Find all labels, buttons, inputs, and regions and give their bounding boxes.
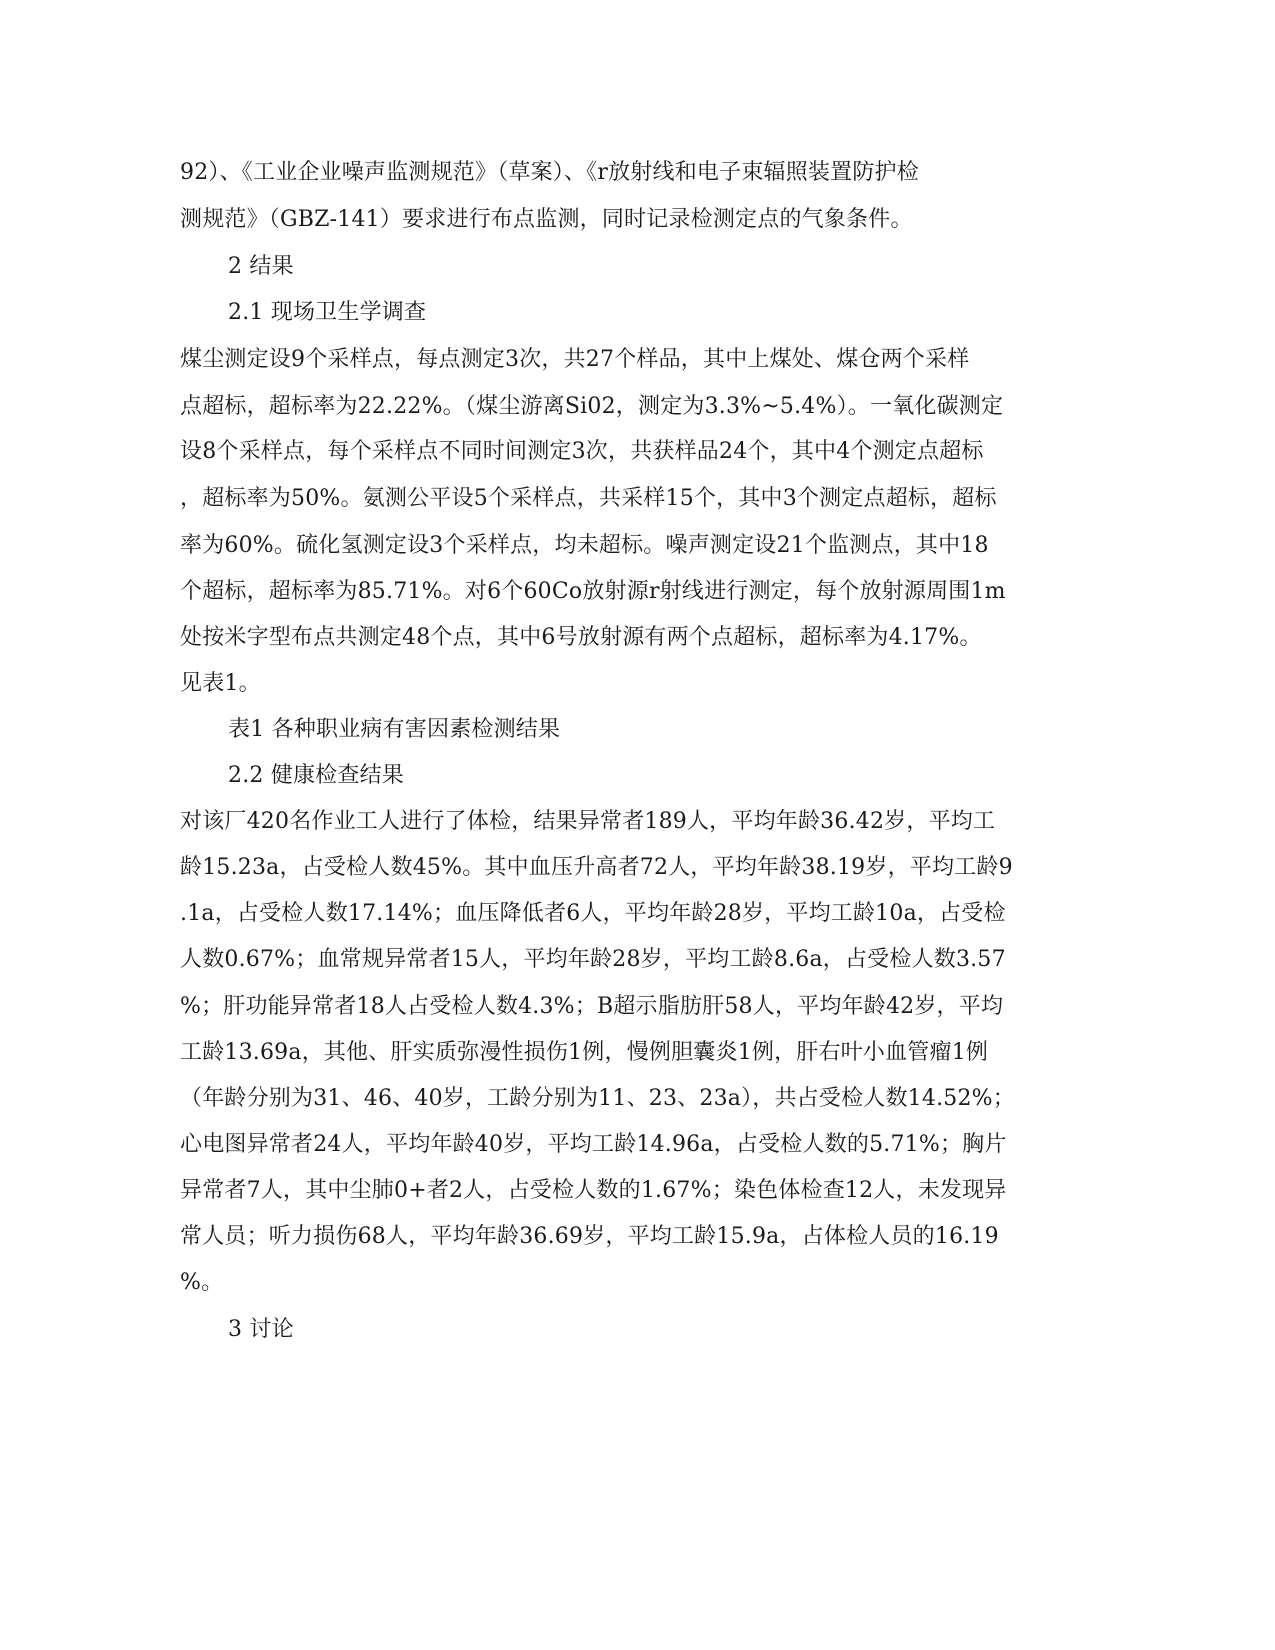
text-line: 异常者7人，其中尘肺0+者2人，占受检人数的1.67%；染色体检查12人，未发现异 [180,1178,1007,1203]
text-line: 工龄13.69a，其他、肝实质弥漫性损伤1例，慢例胆囊炎1例，肝右叶小血管瘤1例 [180,1040,989,1065]
text-line: 对该厂420名作业工人进行了体检，结果异常者189人，平均年龄36.42岁，平均工 [180,809,996,834]
text-line: 个超标，超标率为85.71%。对6个60Co放射源r射线进行测定，每个放射源周围1m [180,579,1006,604]
section-heading: 3 讨论 [228,1317,294,1342]
section-heading: 2 结果 [228,254,294,279]
text-line: 见表1。 [180,671,261,696]
text-line: 处按米字型布点共测定48个点，其中6号放射源有两个点超标，超标率为4.17%。 [180,625,982,650]
subsection-heading: 2.2 健康检查结果 [228,763,404,788]
text-line: 测规范》（GBZ-141）要求进行布点监测，同时记录检测定点的气象条件。 [180,207,913,232]
table-caption: 表1 各种职业病有害因素检测结果 [228,717,561,742]
text-line: %。 [180,1270,224,1295]
text-line: .1a，占受检人数17.14%；血压降低者6人，平均年龄28岁，平均工龄10a，占受检 [180,901,1006,926]
text-line: 点超标，超标率为22.22%。（煤尘游离Si02，测定为3.3%~5.4%）。一氧化碳测定 [180,394,1004,419]
text-line: %；肝功能异常者18人占受检人数4.3%；B超示脂肪肝58人，平均年龄42岁，平均 [180,994,1004,1019]
text-line: 心电图异常者24人，平均年龄40岁，平均工龄14.96a，占受检人数的5.71%；胸片 [180,1132,1007,1157]
text-line: 龄15.23a，占受检人数45%。其中血压升高者72人，平均年龄38.19岁，平均工龄9 [180,855,1013,880]
subsection-heading: 2.1 现场卫生学调查 [228,300,427,325]
text-line: 人数0.67%；血常规异常者15人，平均年龄28岁，平均工龄8.6a，占受检人数3.57 [180,947,1006,972]
text-line: 煤尘测定设9个采样点，每点测定3次，共27个样品，其中上煤处、煤仓两个采样 [180,347,970,372]
text-line: 率为60%。硫化氢测定设3个采样点，均未超标。噪声测定设21个监测点，其中18 [180,533,989,558]
text-line: 设8个采样点，每个采样点不同时间测定3次，共获样品24个，其中4个测定点超标 [180,439,984,464]
text-line: 92）、《工业企业噪声监测规范》（草案）、《r放射线和电子束辐照装置防护检 [180,160,919,185]
text-line: 常人员；听力损伤68人，平均年龄36.69岁，平均工龄15.9a，占体检人员的16.19 [180,1224,999,1249]
text-line: （年龄分别为31、46、40岁，工龄分别为11、23、23a），共占受检人数14.52%； [180,1086,1015,1111]
text-line: ，超标率为50%。氨测公平设5个采样点，共采样15个，其中3个测定点超标，超标 [180,486,997,511]
